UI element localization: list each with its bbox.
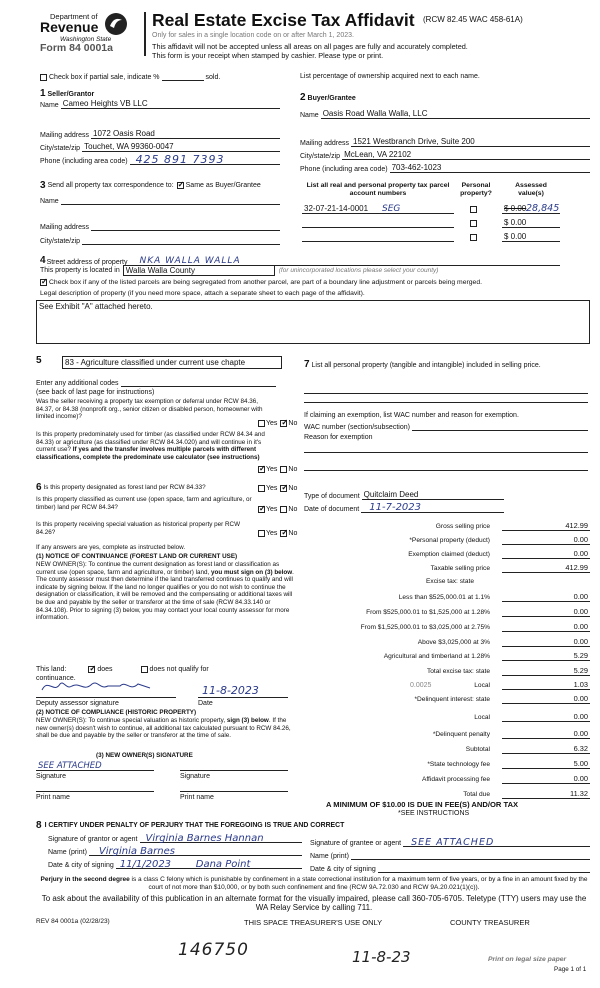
q-timber	[36, 431, 266, 461]
section8-head	[36, 820, 344, 831]
partial-sale-label: Check box if partial sale, indicate %	[49, 73, 160, 81]
buyer-heading-label: Buyer/Grantee	[307, 95, 356, 102]
grantee-sig-row	[310, 838, 590, 847]
q-forest: Is this property designated as forest land per RCW 84.33?	[43, 483, 206, 491]
form-number: Form 84 0001a	[40, 42, 113, 54]
new-owner-print1-line[interactable]	[36, 782, 154, 792]
minimum-note: A MINIMUM OF $10.00 IS DUE IN FEE(S) AND/OR TAX	[326, 800, 519, 809]
partial-sale-checkbox[interactable]	[40, 74, 47, 81]
seller-mailing-value: 1072 Oasis Road	[93, 129, 155, 138]
grantee-sig-label: Signature of grantee or agent	[310, 840, 402, 847]
seller-mailing-label: Mailing address	[40, 132, 90, 139]
section4-num: 4	[40, 255, 46, 266]
does-qualify-checkbox[interactable]	[88, 666, 95, 673]
wac-field[interactable]	[412, 422, 588, 431]
additional-codes-label: Enter any additional codes	[36, 380, 119, 387]
seller-city-value: Touchet, WA 99360-0047	[84, 142, 174, 151]
section7-label: List all personal property (tangible and intangible) included in selling price.	[311, 362, 541, 369]
tax-t2-value[interactable]: 0.00	[502, 607, 590, 617]
notice1-text-b: you must sign on (3) below	[211, 568, 293, 576]
q-current-use-no-checkbox[interactable]	[280, 506, 287, 513]
located-row	[40, 265, 438, 276]
notice1-text-c: . The county assessor must then determine if the land transferred continues to qualify and will indicate by signing below. If the land no longer qualifies or you do not wish to continue the designation or classification, it will be removed and the compensating or additional taxes will be due and payable by the seller or transferor at the time of sale (RCW 84.33.140 or 84.34.108). Prior to signing (3) below, you may contact your local county assessor for more information.	[36, 568, 294, 622]
tax-t4-value[interactable]: 0.00	[502, 637, 590, 647]
tax-t1-value[interactable]: 0.00	[502, 592, 590, 602]
grantor-date: 11/1/2023	[119, 859, 172, 870]
corr-name-field[interactable]	[61, 196, 280, 205]
assessor-date-line[interactable]	[198, 684, 288, 698]
corr-city-field[interactable]	[82, 236, 280, 245]
no-label: No	[288, 420, 298, 427]
grantor-name-label: Name (print)	[48, 849, 87, 856]
grantor-sig-label: Signature of grantor or agent	[48, 836, 138, 843]
tax-subtotal-value[interactable]: 6.32	[502, 744, 590, 754]
header-note-1: Only for sales in a single location code on or after March 1, 2023.	[152, 32, 354, 39]
grantor-city: Dana Point	[195, 859, 251, 870]
tax-personal-value[interactable]: 0.00	[502, 535, 590, 545]
tax-delinq-pen-value[interactable]: 0.00	[502, 729, 590, 739]
personal-property-checkbox[interactable]	[470, 220, 477, 227]
corr-mailing-field[interactable]	[91, 222, 280, 231]
buyer-phone-label: Phone (including area code)	[300, 166, 388, 173]
new-owner-sig2-line[interactable]	[180, 761, 288, 771]
tax-affidavit	[300, 772, 590, 784]
yes-label: Yes	[266, 420, 278, 427]
notice1-body	[36, 561, 294, 622]
buyer-city-value: McLean, VA 22102	[344, 150, 412, 159]
county-select[interactable]: Walla Walla County	[123, 265, 275, 276]
tax-tech-label: *State technology fee	[427, 761, 490, 768]
tax-t4-label: Above $3,025,000 at 3%	[417, 639, 490, 646]
additional-codes-field[interactable]	[121, 378, 277, 387]
new-owner-print2-label: Print name	[180, 794, 214, 801]
q-historic: Is this property receiving special valuation as historical property per RCW 84.26?	[36, 521, 241, 536]
parcel-row	[302, 216, 592, 228]
notice2-text-a: NEW OWNER(S): To continue special valuation as historic property,	[36, 717, 227, 724]
tax-local-rate: 0.0025	[410, 682, 432, 689]
notice1-text-a: NEW OWNER(S): To continue the current designation as forest land or classification as current use (open space, farm and agriculture, or timber) land,	[36, 561, 280, 576]
assessor-sig-label: Deputy assessor signature	[36, 700, 119, 707]
corr-city-label: City/state/zip	[40, 238, 81, 245]
tax-t3	[300, 620, 590, 632]
tax-total-state-label: Total excise tax: state	[426, 668, 490, 675]
section8-num: 8	[36, 820, 42, 831]
yes-label: Yes	[266, 485, 278, 492]
q-historic-answer	[258, 530, 297, 537]
assessor-signature	[40, 676, 180, 696]
header-note-2: This affidavit will not be accepted unless all areas on all pages are fully and accurately completed.	[152, 42, 468, 51]
availability-notice: To ask about the availability of this publication in an alternate format for the visually impaired, please call 360-705-6705. Teletype (TTY) users may use the WA Relay Service by calling 711.	[41, 894, 587, 912]
no-label: No	[288, 506, 298, 513]
tax-taxable-value[interactable]: 412.99	[502, 563, 590, 573]
doc-type-row	[304, 491, 504, 500]
yes-label: Yes	[266, 530, 278, 537]
segregated-label: Check box if any of the listed parcels are being segregated from another parcel, are part of a boundary line adjustment or parcels being merged.	[49, 279, 482, 286]
new-owner-print1-label: Print name	[36, 794, 70, 801]
doc-type-label: Type of document	[304, 493, 360, 500]
assessed-value-field[interactable]	[502, 204, 560, 214]
corr-mailing-row	[40, 222, 280, 231]
header-note-3: This form is your receipt when stamped by cashier. Please type or print.	[152, 51, 384, 60]
section6-num: 6	[36, 482, 42, 493]
stamp-date: 11-8-23	[352, 948, 411, 966]
tax-t3-label: From $1,525,000.01 to $3,025,000 at 2.75%	[360, 624, 490, 631]
q-timber-text: Is this property predominately used for timber (as classified under RCW 84.34 and 84.33) or agriculture (as classified under RCW 84.34.020) and will continue in it's current use?	[36, 431, 265, 454]
tax-delinq-local	[300, 710, 590, 722]
assessor-date-label: Date	[198, 700, 213, 707]
stamp-number: 146750	[178, 940, 249, 960]
q-forest-yes-checkbox[interactable]	[258, 485, 265, 492]
q-forest-row	[36, 482, 206, 493]
tax-gross-value[interactable]: 412.99	[502, 521, 590, 531]
grantee-name-field[interactable]	[351, 851, 590, 860]
q-exemption-answer	[258, 420, 297, 427]
no-label: No	[288, 530, 298, 537]
continuance-label: continuance.	[36, 675, 76, 682]
county-treasurer: COUNTY TREASURER	[450, 918, 530, 927]
tax-total-state-value[interactable]: 5.29	[502, 666, 590, 676]
personal-header: Personal property?	[460, 182, 492, 197]
partial-sold-label: sold.	[205, 73, 221, 81]
personal-property-field[interactable]	[304, 393, 588, 394]
new-owner-sig2-label: Signature	[180, 773, 210, 780]
seller-heading-label: Seller/Grantor	[47, 91, 95, 98]
reason-field[interactable]	[304, 452, 588, 453]
does-label: does	[97, 666, 113, 673]
buyer-phone-value: 703-462-1023	[391, 163, 442, 172]
tax-gross-label: Gross selling price	[435, 523, 490, 530]
perjury-bold: Perjury in the second degree	[40, 876, 130, 883]
this-land-label: This land:	[36, 666, 67, 673]
parcel-number-field[interactable]	[302, 232, 454, 242]
new-owner-sig1: SEE ATTACHED	[38, 761, 102, 771]
new-owner-sig1-line[interactable]	[36, 761, 154, 771]
grantor-name: Virginia Barnes	[98, 846, 175, 857]
agency-line3: Washington State	[60, 36, 112, 43]
print-legal-note: Print on legal size paper	[488, 956, 567, 963]
personal-property-checkbox[interactable]	[470, 206, 477, 213]
buyer-city-row	[300, 151, 590, 160]
agency-line2: Revenue	[40, 19, 99, 35]
buyer-mailing-row	[300, 138, 590, 147]
grantor-name-row	[48, 847, 302, 856]
notice2-body	[36, 717, 294, 740]
assessor-date: 11-8-2023	[202, 684, 259, 697]
tax-t4	[300, 635, 590, 647]
tax-t1	[300, 590, 590, 602]
tax-ag-value[interactable]: 5.29	[502, 651, 590, 661]
seller-phone-value: 425 891 7393	[135, 153, 225, 166]
section7-head	[304, 359, 590, 370]
tax-exemption	[300, 547, 590, 559]
grantee-sig-field[interactable]	[403, 838, 590, 847]
notice2-text-c: . If the new owner(s) doesn't wish to continue, all additional tax calculated pursuant to RCW 84.26, shall be due and payable by the seller or transferor at the time of sale.	[36, 717, 291, 740]
agency-line1: Department of	[50, 12, 98, 21]
buyer-name-field[interactable]	[321, 110, 590, 119]
seller-city-field[interactable]	[82, 143, 280, 152]
q-timber-yes-checkbox[interactable]	[258, 466, 265, 473]
seller-mailing-row	[40, 130, 280, 139]
q-timber-no-checkbox[interactable]	[280, 466, 287, 473]
tax-subtotal-label: Subtotal	[465, 746, 490, 753]
ownership-note: List percentage of ownership acquired next to each name.	[300, 73, 480, 80]
no-label: No	[288, 485, 298, 492]
tax-delinq-int-value[interactable]: 0.00	[502, 694, 590, 704]
seller-name-value: Cameo Heights VB LLC	[62, 99, 148, 108]
tax-taxable-label: Taxable selling price	[430, 565, 490, 572]
corr-city-row	[40, 236, 280, 245]
q-current-use-answer	[258, 506, 297, 513]
assessed-value: 28,845	[526, 203, 560, 214]
buyer-name-label: Name	[300, 112, 319, 119]
doc-type-field[interactable]	[362, 491, 504, 500]
does-not-label: does not qualify for	[149, 666, 209, 673]
grantor-name-field[interactable]	[89, 847, 302, 856]
buyer-mailing-field[interactable]	[351, 138, 590, 147]
q-historic-yes-checkbox[interactable]	[258, 530, 265, 537]
seller-phone-row	[40, 153, 280, 166]
tax-exemption-label: Exemption claimed (deduct)	[408, 551, 490, 558]
seller-phone-field[interactable]	[130, 153, 280, 166]
seller-city-row	[40, 143, 280, 152]
notice2-title: (2) NOTICE OF COMPLIANCE (HISTORIC PROPERTY)	[36, 709, 197, 716]
tax-delinq-pen-label: *Delinquent penalty	[432, 731, 490, 738]
parcel-header: List all real and personal property tax parcel account numbers	[306, 182, 450, 197]
grantee-date-label: Date & city of signing	[310, 866, 376, 873]
buyer-heading-num: 2	[300, 92, 306, 103]
section7-num: 7	[304, 359, 310, 370]
correspondence-num: 3	[40, 180, 46, 191]
grantor-sig-field[interactable]	[140, 834, 302, 843]
grantor-date-field[interactable]	[116, 860, 302, 869]
q-historic-no-checkbox[interactable]	[280, 530, 287, 537]
swirl-logo-icon	[104, 12, 128, 36]
q-current-use-yes-checkbox[interactable]	[258, 506, 265, 513]
q-forest-answer	[258, 485, 297, 492]
new-owner-print2-line[interactable]	[180, 782, 288, 792]
perjury-notice	[36, 876, 592, 891]
assessor-signature-line[interactable]	[36, 684, 176, 698]
reason-field-2[interactable]	[304, 470, 588, 471]
use-code-select[interactable]: 83 - Agriculture classified under current use chapte	[62, 356, 282, 369]
tax-tech	[300, 757, 590, 769]
buyer-heading	[300, 92, 356, 103]
correspondence-label: Send all property tax correspondence to:	[47, 182, 174, 189]
tax-local-label: Local	[474, 682, 490, 689]
parcel-row	[302, 230, 592, 242]
seller-heading	[40, 88, 94, 99]
doc-date-field[interactable]	[361, 504, 504, 513]
tax-total-state	[300, 664, 590, 676]
seller-city-label: City/state/zip	[40, 145, 81, 152]
segregated-row	[40, 279, 482, 286]
excise-header: Excise tax: state	[426, 578, 475, 585]
tax-personal-label: *Personal property (deduct)	[409, 537, 490, 544]
tax-t3-value[interactable]: 0.00	[502, 622, 590, 632]
tax-delinq-local-label: Local	[474, 714, 490, 721]
street-label: Street address of property	[46, 259, 128, 266]
assessed-value: $ 0.00	[504, 232, 527, 241]
tax-t2-label: From $525,000.01 to $1,525,000 at 1.28%	[366, 609, 490, 616]
parcel-number-field[interactable]	[302, 218, 454, 228]
doc-type-value: Quitclaim Deed	[363, 490, 419, 499]
tax-subtotal	[300, 742, 590, 754]
parcel-note: SEG	[382, 204, 401, 214]
tax-local	[300, 678, 590, 690]
q-current-use: Is this property classified as current use (open space, farm and agriculture, or timber) land per RCW 84.34?	[36, 496, 252, 511]
exemption-claim-label: If claiming an exemption, list WAC number and reason for exemption.	[304, 412, 519, 419]
assessed-value-field[interactable]	[502, 232, 560, 242]
section5-num: 5	[36, 355, 42, 366]
legal-label: Legal description of property (if you need more space, attach a separate sheet to each page of the affidavit).	[40, 290, 365, 297]
doc-date-label: Date of document	[304, 506, 360, 513]
additional-codes-row	[36, 378, 276, 387]
grantor-sig-row	[48, 834, 302, 843]
tax-exemption-value[interactable]: 0.00	[502, 549, 590, 559]
tax-personal	[300, 533, 590, 545]
street-value: NKA WALLA WALLA	[139, 256, 241, 266]
dor-logo	[40, 12, 132, 62]
notice2-text-b: sign (3) below	[226, 717, 269, 724]
q-exemption: Was the seller receiving a property tax exemption or deferral under RCW 84.36, 84.37, or 84.38 (nonprofit org., senior citizen or disabled person, homeowner with limited income)?	[36, 398, 263, 421]
same-as-buyer-checkbox[interactable]	[177, 182, 184, 189]
grantee-name-row	[310, 851, 590, 860]
seller-heading-num: 1	[40, 88, 46, 99]
tax-t2	[300, 605, 590, 617]
tax-t1-label: Less than $525,000.01 at 1.1%	[398, 594, 490, 601]
see-instructions-note: *SEE INSTRUCTIONS	[398, 810, 470, 817]
tax-delinq-int	[300, 692, 590, 704]
assessed-struck: $ 0.00	[504, 204, 527, 213]
yes-label: Yes	[266, 506, 278, 513]
unincorporated-note: (for unincorporated locations please select your county)	[278, 267, 439, 274]
see-back-note: (see back of last page for instructions)	[36, 389, 155, 396]
treasurer-only: THIS SPACE TREASURER'S USE ONLY	[244, 918, 383, 927]
assessed-header: Assessed value(s)	[515, 182, 547, 197]
personal-property-checkbox[interactable]	[470, 234, 477, 241]
tax-ag-label: Agricultural and timberland at 1.28%	[383, 653, 490, 660]
grantor-signature: Virginia Barnes Hannan	[145, 833, 264, 844]
same-as-buyer-label: Same as Buyer/Grantee	[185, 182, 261, 189]
page-number: Page 1 of 1	[554, 966, 587, 973]
parcel-number: 32-07-21-14-0001	[304, 204, 369, 213]
section5-num-wrap	[36, 355, 42, 366]
buyer-phone-field[interactable]	[390, 164, 590, 173]
legal-description: See Exhibit "A" attached hereto.	[39, 302, 153, 311]
perjury-text: is a class C felony which is punishable by confinement in a state correctional institution for a maximum term of five years, or by a fine in an amount fixed by the court of not more than $10,000, or by both such confinement and fine (RCW 9A.72.030 and RCW 9A.20.021(1)(c)).	[129, 876, 588, 891]
this-land-row	[36, 666, 209, 673]
complete-instructions: If any answers are yes, complete as instructed below.	[36, 544, 186, 551]
q-forest-no-checkbox[interactable]	[280, 485, 287, 492]
does-not-qualify-checkbox[interactable]	[141, 666, 148, 673]
tax-total-due-value[interactable]: 11.32	[502, 789, 590, 799]
doc-date-row	[304, 504, 504, 513]
corr-name-label: Name	[40, 198, 59, 205]
tax-delinq-pen	[300, 727, 590, 739]
notice1-title: (1) NOTICE OF CONTINUANCE (FOREST LAND OR CURRENT USE)	[36, 553, 238, 560]
seller-name-label: Name	[40, 102, 59, 109]
new-owner-title: (3) NEW OWNER(S) SIGNATURE	[96, 752, 193, 759]
partial-percent-field[interactable]	[162, 73, 204, 81]
tax-ag	[300, 649, 590, 661]
seller-name-row	[40, 100, 280, 109]
buyer-name-value: Oasis Road Walla Walla, LLC	[322, 109, 428, 118]
assessed-value-field[interactable]	[502, 218, 560, 228]
tax-delinq-int-label: *Delinquent interest: state	[414, 696, 490, 703]
grantee-signature: SEE ATTACHED	[411, 837, 495, 848]
tax-local-value[interactable]: 1.03	[502, 680, 590, 690]
correspondence-row	[40, 180, 261, 191]
buyer-name-row	[300, 110, 590, 119]
q-timber-bold: If yes and the transfer involves multiple parcels with different classifications, complete the predominate use calculator (see instructions)	[36, 446, 260, 461]
tax-taxable	[300, 561, 590, 573]
seller-phone-label: Phone (including area code)	[40, 158, 128, 165]
wac-row	[304, 422, 588, 431]
new-owner-sig1-label: Signature	[36, 773, 66, 780]
tax-delinq-local-value[interactable]: 0.00	[502, 712, 590, 722]
rev-number: REV 84 0001a (02/28/23)	[36, 918, 110, 925]
section8-heading: I CERTIFY UNDER PENALTY OF PERJURY THAT THE FOREGOING IS TRUE AND CORRECT	[44, 822, 345, 829]
header-divider	[144, 12, 146, 56]
form-rcw: (RCW 82.45 WAC 458-61A)	[423, 15, 523, 24]
tax-affidavit-value[interactable]: 0.00	[502, 774, 590, 784]
grantee-date-field[interactable]	[378, 864, 590, 873]
tax-tech-value[interactable]: 5.00	[502, 759, 590, 769]
partial-sale-row	[40, 73, 220, 81]
doc-date-value: 11-7-2023	[369, 502, 422, 513]
parcel-row	[302, 202, 592, 214]
legal-description-field[interactable]	[36, 300, 590, 344]
buyer-city-field[interactable]	[342, 151, 590, 160]
assessed-value: $ 0.00	[504, 218, 527, 227]
buyer-city-label: City/state/zip	[300, 153, 341, 160]
form-title: Real Estate Excise Tax Affidavit	[152, 10, 415, 30]
corr-name-row	[40, 196, 280, 205]
grantee-date-row	[310, 864, 590, 873]
tax-total-due-label: Total due	[463, 791, 490, 798]
grantee-name-label: Name (print)	[310, 853, 349, 860]
located-label: This property is located in	[40, 267, 120, 274]
personal-property-field-2[interactable]	[304, 402, 588, 403]
buyer-mailing-label: Mailing address	[300, 140, 350, 147]
seller-mailing-field[interactable]	[91, 130, 280, 139]
wac-label: WAC number (section/subsection)	[304, 424, 410, 431]
grantor-date-row	[48, 860, 302, 869]
q-timber-answer	[258, 466, 297, 473]
buyer-phone-row	[300, 164, 590, 173]
grantor-date-label: Date & city of signing	[48, 862, 114, 869]
tax-total-due	[300, 787, 590, 799]
tax-affidavit-label: Affidavit processing fee	[421, 776, 490, 783]
reason-label: Reason for exemption	[304, 434, 373, 441]
q-exemption-yes-checkbox[interactable]	[258, 420, 265, 427]
q-exemption-no-checkbox[interactable]	[280, 420, 287, 427]
corr-mailing-label: Mailing address	[40, 224, 90, 231]
yes-label: Yes	[266, 466, 278, 473]
segregated-checkbox[interactable]	[40, 279, 47, 286]
seller-name-field[interactable]	[61, 100, 280, 109]
no-label: No	[288, 466, 298, 473]
buyer-mailing-value: 1521 Westbranch Drive, Suite 200	[353, 137, 475, 146]
parcel-number-field[interactable]	[302, 204, 454, 214]
tax-gross	[300, 519, 590, 531]
